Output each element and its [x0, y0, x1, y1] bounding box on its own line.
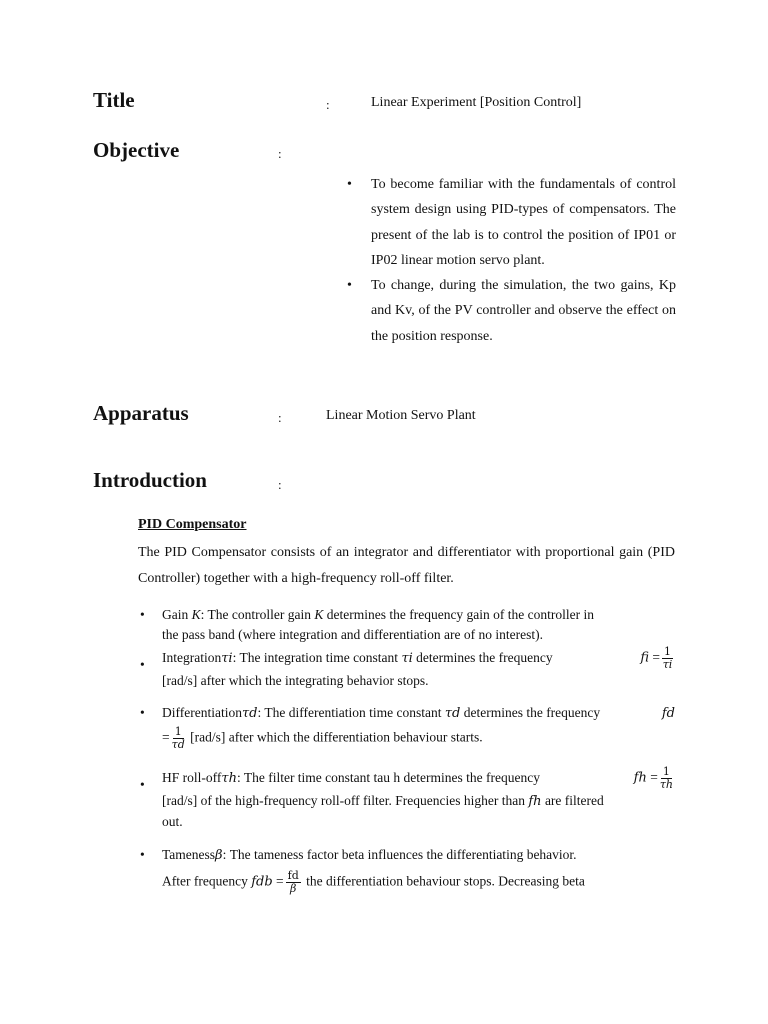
hf-line-2	[162, 791, 675, 812]
fraction-denominator: τd	[171, 737, 185, 751]
hf-label: HF roll-off	[162, 770, 222, 786]
beta-symbol: β	[215, 848, 223, 863]
tameness-text-a: : The tameness factor beta influences the differentiating behavior.	[222, 847, 577, 862]
differentiation-text-b: determines the frequency	[460, 705, 601, 720]
bullet: •	[140, 705, 145, 720]
title-label: Title	[93, 88, 135, 112]
hf-line-3: out.	[162, 813, 183, 829]
fraction	[662, 646, 673, 671]
hf-text-a: : The filter time constant tau h determines the frequency	[236, 770, 540, 786]
bullet: •	[140, 607, 145, 622]
fraction-numerator: fd	[287, 868, 299, 882]
introduction-label: Introduction	[93, 468, 207, 492]
tameness-text-b: the differentiation behaviour stops. Decreasing beta	[302, 873, 585, 889]
gain-line-2: the pass band (where integration and differentiation are of no interest).	[162, 626, 543, 642]
tameness-line-2	[162, 870, 675, 895]
tau-i-symbol: τi	[221, 651, 233, 667]
integration-label: Integration	[162, 650, 222, 666]
objective-item	[344, 273, 676, 349]
title-value: Linear Experiment [Position Control]	[371, 95, 582, 110]
gain-label: Gain	[162, 607, 192, 622]
tau-i-symbol: τi	[401, 651, 413, 667]
bullet: •	[347, 177, 352, 192]
differentiation-item	[137, 703, 675, 751]
objective-colon: :	[278, 146, 282, 161]
objective-text: To become familiar with the fundamentals of control system design using PID-types of compensators. The present of the lab is to control the position of IP01 or IP02 linear motion servo plant.	[371, 177, 676, 268]
objective-list	[344, 172, 676, 349]
bullet: •	[140, 777, 145, 792]
objective-label: Objective	[93, 138, 180, 162]
bullet: •	[140, 657, 145, 672]
differentiation-text-a: : The differentiation time constant	[257, 705, 445, 720]
f-db-symbol: fdb	[251, 874, 273, 890]
differentiation-text-c: [rad/s] after which the differentiation behaviour starts.	[190, 729, 483, 745]
tau-d-symbol: τd	[444, 706, 461, 721]
fraction-numerator: 1	[664, 645, 671, 658]
fraction-denominator: τh	[659, 778, 673, 791]
tameness-label: Tameness	[162, 847, 216, 862]
integration-line-1	[162, 646, 675, 671]
fraction	[286, 870, 301, 895]
tameness-line-1	[162, 845, 675, 866]
pid-heading: PID Compensator	[138, 517, 247, 532]
objective-item	[344, 172, 676, 273]
integration-text-a: : The integration time constant	[232, 650, 402, 666]
f-h-symbol: fh	[528, 794, 542, 809]
gain-item	[137, 605, 675, 644]
gain-symbol: K	[191, 607, 201, 622]
integration-item	[137, 646, 675, 691]
bullet: •	[347, 278, 352, 294]
apparatus-label: Apparatus	[93, 401, 189, 425]
tau-h-symbol: τh	[221, 771, 237, 787]
fraction-numerator: 1	[662, 765, 670, 778]
integration-text-b: determines the frequency	[412, 650, 553, 666]
hf-rolloff-item	[137, 766, 675, 831]
gain-text-b: determines the frequency gain of the controller in	[323, 607, 595, 622]
fraction-denominator: β	[290, 881, 297, 895]
differentiation-label: Differentiation	[162, 705, 242, 720]
fraction	[172, 726, 185, 751]
equals: =	[162, 729, 170, 745]
hf-line-1	[162, 766, 675, 791]
differentiation-line-2	[162, 726, 675, 751]
equals: =	[650, 769, 658, 785]
hf-text-c: are filtered	[541, 793, 604, 808]
hf-text-b: [rad/s] of the high-frequency roll-off filter. Frequencies higher than	[162, 793, 529, 808]
fraction-denominator: τi	[662, 658, 673, 671]
apparatus-colon: :	[278, 410, 282, 425]
bullet: •	[140, 847, 145, 862]
fraction-numerator: 1	[174, 724, 182, 738]
pid-paragraph: The PID Compensator consists of an integrator and differentiator with proportional gain (PID Controller) together with a high-frequency roll-off filter.	[138, 545, 675, 586]
tameness-item	[137, 845, 675, 895]
fraction	[660, 766, 673, 791]
objective-text: To change, during the simulation, the two gains, Kp and Kv, of the PV controller and observe the effect on the position response.	[371, 278, 676, 344]
integration-line-2: [rad/s] after which the integrating behavior stops.	[162, 673, 429, 688]
gain-text-a: : The controller gain	[200, 607, 315, 622]
gain-line-1	[162, 605, 675, 625]
equals: =	[652, 649, 660, 665]
f-i-symbol: fi	[640, 650, 649, 666]
gain-symbol: K	[314, 607, 324, 622]
introduction-colon: :	[278, 477, 282, 492]
equals: =	[276, 873, 284, 889]
f-h-symbol: fh	[633, 770, 647, 786]
title-colon: :	[326, 97, 330, 112]
apparatus-value: Linear Motion Servo Plant	[326, 408, 476, 423]
f-d-symbol: fd	[661, 705, 675, 721]
differentiation-line-1	[162, 703, 675, 724]
tau-d-symbol: τd	[241, 706, 258, 721]
tameness-after: After frequency	[162, 873, 252, 889]
